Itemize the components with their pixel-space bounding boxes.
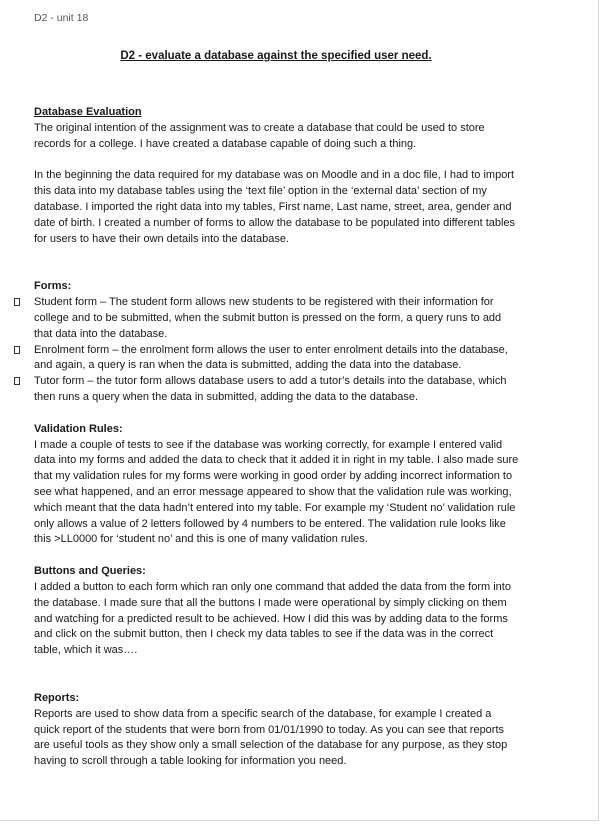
forms-heading: Forms: — [34, 280, 72, 293]
buttons-paragraph: I added a button to each form which ran only one command that added the data from the form into the database. I made sure that all the buttons I made were operational by simply clicking on them and watching for a predicted result to be achieved. How I did this was by adding data to the forms and click on the submit button, then I check my data tables to see if the data was in the correct table, which it was…. — [34, 580, 511, 657]
list-item — [34, 374, 520, 406]
list-item — [34, 343, 520, 375]
buttons-heading: Buttons and Queries: — [34, 565, 146, 578]
document-body — [34, 105, 520, 770]
forms-list — [34, 295, 520, 406]
evaluation-paragraph-2: In the beginning the data required for my database was on Moodle and in a doc file, I had to import this data into my database tables using the ‘text file’ option in the ‘external data’ section of my database. I imported the right data into my tables, First name, Last name, street, area, gender and date of birth. I created a number of forms to allow the database to be populated into different tables for users to have their own details into the database. — [34, 169, 516, 245]
bullet-box-icon — [14, 298, 20, 306]
page-header: D2 - unit 18 — [34, 12, 89, 24]
forms-item-enrolment: Enrolment form – the enrolment form allows the user to enter enrolment details into the database, and again, a query is ran when the data is submitted, adding the data into the database. — [34, 343, 508, 372]
reports-heading: Reports: — [34, 691, 80, 704]
bullet-box-icon — [14, 346, 20, 354]
reports-paragraph: Reports are used to show data from a specific search of the database, for example I created a quick report of the students that were born from 01/01/1990 to today. As you can see that reports are useful tools as they show only a small selection of the database for any purpose, as they stop having to scroll through a table looking for information you need. — [34, 707, 508, 768]
forms-item-tutor: Tutor form – the tutor form allows database users to add a tutor’s details into the database, which then runs a query when the data in submitted, adding the data to the database. — [34, 375, 507, 403]
validation-heading: Validation Rules: — [34, 422, 123, 435]
evaluation-heading: Database Evaluation — [34, 106, 142, 118]
forms-item-student: Student form – The student form allows new students to be registered with their information for college and to be submitted, when the submit button is pressed on the form, a query runs to add that data into the database. — [34, 296, 502, 340]
validation-paragraph: I made a couple of tests to see if the database was working correctly, for example I entered valid data into my forms and added the data to check that it added it in right in my table. I also made sure that my validation rules for my forms were working in good order by adding incorrect information to see what happened, and an error message appeared to show that the validation rule was working, which meant that the data hadn’t entered into my table. For example my ‘Student no’ validation rule only allows a value of 2 letters followed by 4 numbers to be entered. The validation rule looks like this >LL0000 for ‘student no’ and this is one of many validation rules. — [34, 438, 519, 546]
list-item — [34, 295, 520, 342]
bullet-box-icon — [14, 377, 20, 385]
evaluation-paragraph-1: The original intention of the assignment was to create a database that could be used to store records for a college. I have created a database capable of doing such a thing. — [34, 121, 485, 150]
document-title: D2 - evaluate a database against the specified user need. — [120, 50, 432, 62]
